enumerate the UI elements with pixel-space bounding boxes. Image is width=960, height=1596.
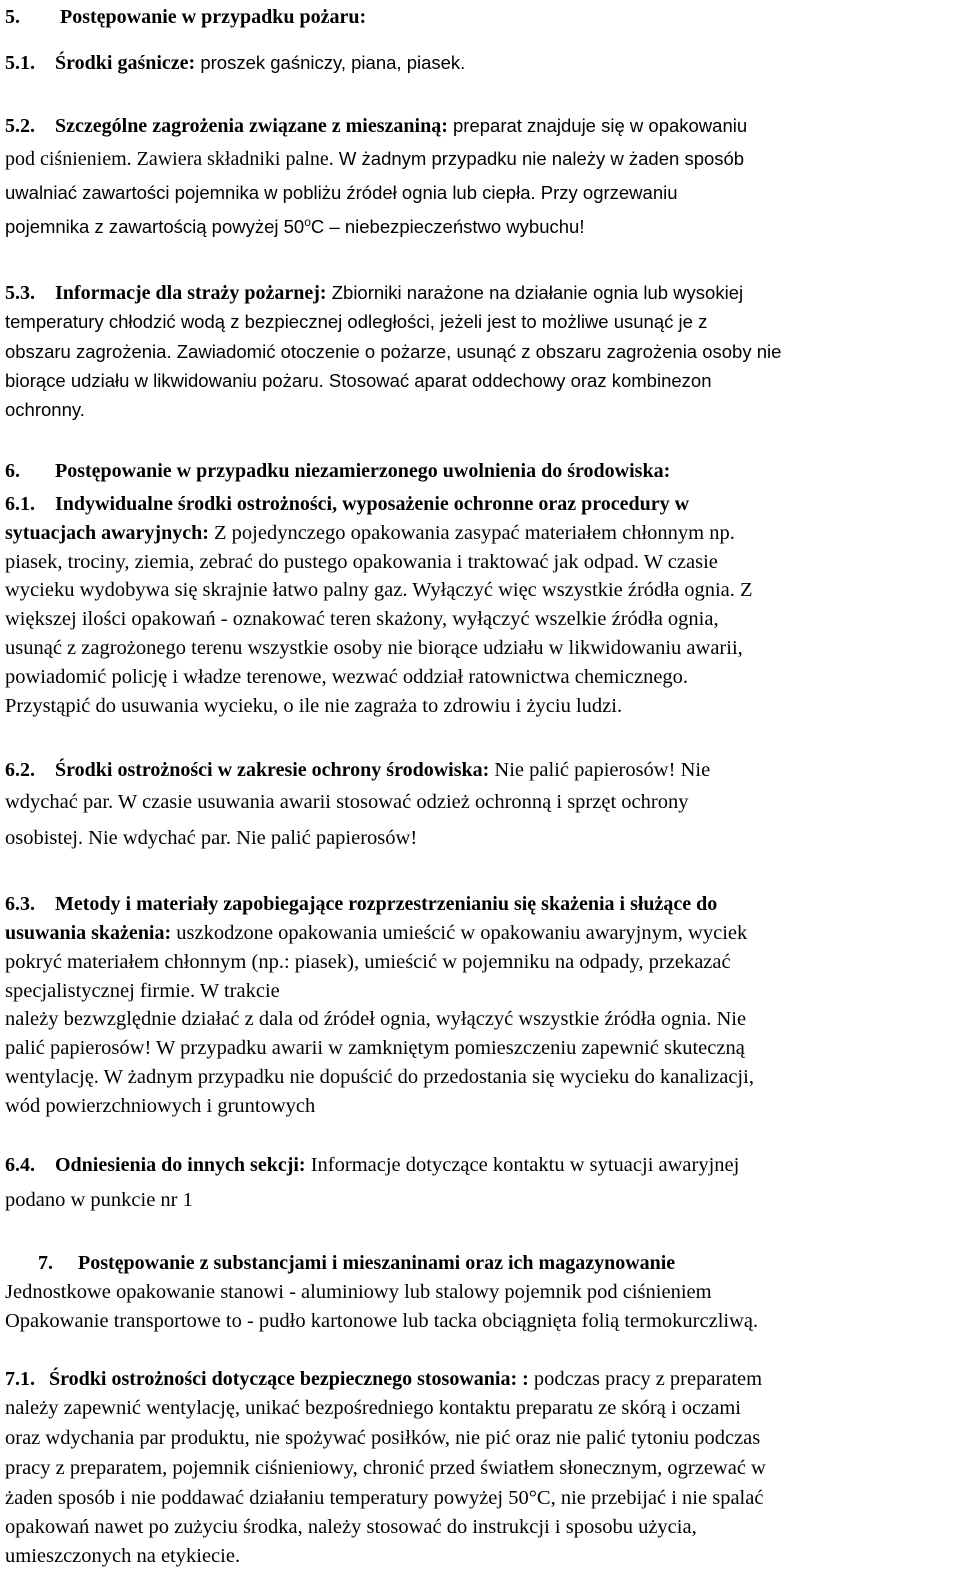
section-text: W żadnym przypadku nie należy w żaden sposób [333,148,745,169]
section-head: Środki ostrożności dotyczące bezpiecznego stosowania: : [49,1368,529,1390]
section-number: 6.4. [5,1154,35,1176]
section-number: 5.2. [5,115,35,137]
section-number: 6.3. [5,893,35,915]
section-title: Postępowanie w przypadku niezamierzonego uwolnienia do środowiska: [55,460,671,482]
section-number: 6. [5,460,20,482]
section-text: Nie palić papierosów! Nie [489,759,711,781]
section-6-3-line-5: należy bezwzględnie działać z dala od źródeł ognia, wyłączyć wszystkie źródła ognia. Nie [5,1008,747,1030]
section-head: Środki ostrożności w zakresie ochrony środowiska: [55,759,490,781]
section-text: Z pojedynczego opakowania zasypać materiałem chłonnym np. [208,522,735,544]
section-number: 7. [38,1252,53,1274]
section-5-2-line-3 [5,180,678,206]
section-6-2-line-1 [5,757,710,783]
section-number: 6.1. [5,493,35,515]
section-6-1-line-1 [5,491,689,517]
section-head: usuwania skażenia: [5,922,172,944]
section-5-3-line-4: biorące udziału w likwidowaniu pożaru. Stosować aparat oddechowy oraz kombinezon [5,370,712,391]
section-7-1-line-5: żaden sposób i nie poddawać działaniu temperatury powyżej 50°C, nie przebijać i nie spalać [5,1487,764,1509]
section-text: pojemnika z zawartością powyżej 50 [5,216,305,237]
section-5-3-line-3 [5,339,781,365]
section-text: proszek gaśniczy, piana, piasek. [195,52,466,73]
section-text: uszkodzone opakowania umieścić w opakowaniu awaryjnym, wyciek [171,922,748,944]
section-text: preparat znajduje się w opakowaniu [447,115,748,136]
section-5-heading [5,4,366,30]
section-6-3-line-7: wentylację. W żadnym przypadku nie dopuścić do przedostania się wycieku do kanalizacji, [5,1066,754,1088]
section-5-3-line-5: ochronny. [5,399,85,420]
section-head: Informacje dla straży pożarnej: [55,282,327,304]
section-7-1-line-1 [5,1366,762,1392]
degree-superscript: o [304,215,311,229]
section-6-1-line-4: wycieku wydobywa się skrajnie łatwo palny gaz. Wyłączyć więc wszystkie źródła ognia. Z [5,579,753,601]
section-number: 5. [5,6,20,28]
section-6-1-line-7: powiadomić policję i władze terenowe, wezwać oddział ratownictwa chemicznego. [5,666,689,688]
section-number: 6.2. [5,759,35,781]
section-7-line-2: Opakowanie transportowe to - pudło kartonowe lub tacka obciągnięta folią termokurczliwą. [5,1310,759,1332]
section-6-1-line-3: piasek, trociny, ziemia, zebrać do pustego opakowania i traktować jak odpad. W czasie [5,551,718,573]
section-6-3-line-3: pokryć materiałem chłonnym (np.: piasek), umieścić w pojemniku na odpady, przekazać [5,951,731,973]
section-head: Metody i materiały zapobiegające rozprzestrzenianiu się skażenia i służące do [55,893,718,915]
section-5-3-line-1 [5,280,743,306]
section-6-2-line-2: wdychać par. W czasie usuwania awarii stosować odzież ochronną i sprzęt ochrony [5,791,689,813]
section-6-2-line-3: osobistej. Nie wdychać par. Nie palić papierosów! [5,827,418,849]
section-text: Zbiorniki narażone na działanie ognia lub wysokiej [326,282,744,303]
section-head: Indywidualne środki ostrożności, wyposażenie ochronne oraz procedury w [55,493,690,515]
section-6-1-line-5: większej ilości opakowań - oznakować teren skażony, wyłączyć wszelkie źródła ognia, [5,608,719,630]
section-text: Informacje dotyczące kontaktu w sytuacji awaryjnej [305,1154,740,1176]
section-text: obszaru zagrożenia. [5,341,172,362]
section-head: Środki gaśnicze: [55,52,196,74]
section-5-2-line-4 [5,214,584,240]
section-text: Zawiadomić otoczenie o pożarze, usunąć z obszaru zagrożenia osoby nie [171,341,782,362]
section-6-3-line-2 [5,920,747,946]
section-7-1-line-6: opakowań nawet po zużyciu środka, należy stosować do instrukcji i sposobu użycia, [5,1516,697,1538]
section-title: Postępowanie z substancjami i mieszaninami oraz ich magazynowanie [78,1252,676,1274]
section-7-heading [38,1250,675,1276]
section-text: Przy ogrzewaniu [535,182,678,203]
section-7-1-line-2: należy zapewnić wentylację, unikać bezpośredniego kontaktu preparatu ze skórą i oczami [5,1397,741,1419]
section-6-3-line-6: palić papierosów! W przypadku awarii w zamkniętym pomieszczeniu zapewnić skuteczną [5,1037,745,1059]
section-number: 5.1. [5,52,35,74]
section-6-3-line-8: wód powierzchniowych i gruntowych [5,1095,316,1117]
section-number: 7.1. [5,1368,35,1390]
section-6-3-line-4: specjalistycznej firmie. W trakcie [5,980,280,1002]
section-5-1 [5,50,465,76]
section-5-2-line-1 [5,113,747,139]
section-6-4-line-1 [5,1152,739,1178]
section-number: 5.3. [5,282,35,304]
section-head: Odniesienia do innych sekcji: [55,1154,306,1176]
section-text: C – niebezpieczeństwo wybuchu! [310,216,585,237]
section-5-2-line-2 [5,146,744,172]
section-5-3-line-2: temperatury chłodzić wodą z bezpiecznej odległości, jeżeli jest to możliwe usunąć je z [5,311,708,332]
section-head: Szczególne zagrożenia związane z mieszaniną: [55,115,448,137]
section-text: pod ciśnieniem. Zawiera składniki palne. [5,148,334,170]
section-6-1-line-2 [5,520,735,546]
section-6-1-line-8: Przystąpić do usuwania wycieku, o ile nie zagraża to zdrowiu i życiu ludzi. [5,695,623,717]
section-7-line-1: Jednostkowe opakowanie stanowi - aluminiowy lub stalowy pojemnik pod ciśnieniem [5,1281,712,1303]
section-7-1-line-7: umieszczonych na etykiecie. [5,1545,241,1567]
section-head: sytuacjach awaryjnych: [5,522,209,544]
section-title: Postępowanie w przypadku pożaru: [60,6,367,28]
section-7-1-line-3: oraz wdychania par produktu, nie spożywać posiłków, nie pić oraz nie palić tytoniu podczas [5,1427,761,1449]
section-6-4-line-2: podano w punkcie nr 1 [5,1189,193,1211]
section-6-3-line-1 [5,891,717,917]
section-7-1-line-4: pracy z preparatem, pojemnik ciśnieniowy, chronić przed światłem słonecznym, ogrzewać w [5,1457,766,1479]
section-6-1-line-6: usunąć z zagrożonego terenu wszystkie osoby nie biorące udziału w likwidowaniu awarii, [5,637,743,659]
section-6-heading [5,458,670,484]
section-text: podczas pracy z preparatem [528,1368,763,1390]
section-text: uwalniać zawartości pojemnika w pobliżu źródeł ognia lub ciepła. [5,182,536,203]
